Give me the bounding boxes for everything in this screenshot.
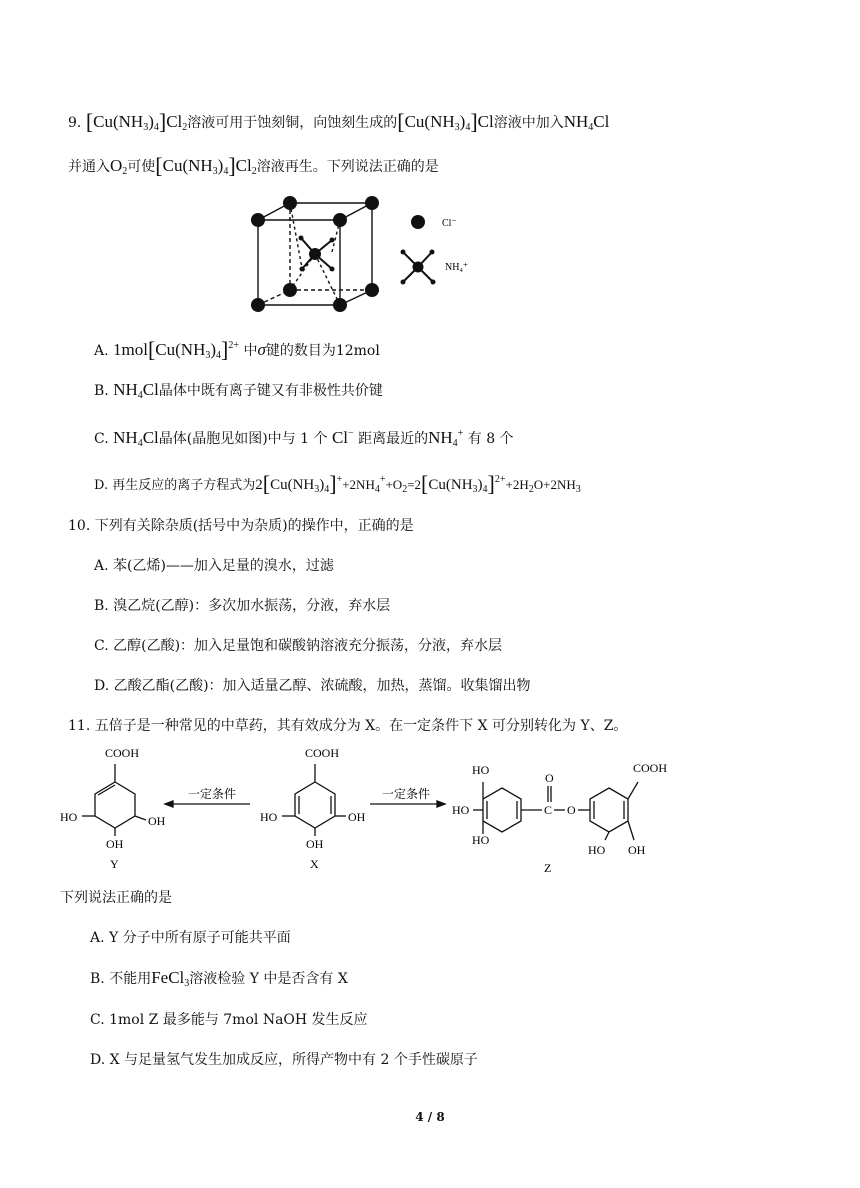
- formula-nh4cl: $NH_4Cl$: [113, 380, 159, 401]
- q11-option-c[interactable]: C. 1mol Z 最多能与 7mol NaOH 发生反应: [90, 1012, 368, 1028]
- sigma-symbol: σ: [257, 340, 266, 359]
- svg-text:OH: OH: [348, 810, 366, 824]
- q9-option-b[interactable]: B. $NH_4Cl$晶体中既有离子键又有非极性共价键: [94, 380, 383, 401]
- svg-text:HO: HO: [452, 803, 470, 817]
- q10-option-a[interactable]: A. 苯(乙烯)——加入足量的溴水，过滤: [94, 558, 334, 574]
- nh4cl-unit-cell-figure: [240, 190, 490, 320]
- formula-nh4cl: $NH_4Cl$: [563, 112, 610, 133]
- formula-nh4-ion: $NH_4^+$: [428, 428, 464, 449]
- formula-complex-ion: $[Cu(NH_3)_4]^{2+}$: [147, 337, 239, 362]
- q11-reaction-scheme: [60, 742, 710, 874]
- formula-o2: $O_2$: [110, 156, 128, 177]
- legend-cl-label: Cl⁻: [442, 218, 457, 229]
- svg-text:COOH: COOH: [633, 761, 668, 775]
- molecule-z-label: Z: [544, 861, 552, 874]
- formula-cu-nh3-4-cl2: $[Cu(NH_3)_4]Cl_2$: [155, 153, 257, 178]
- page-number: 4 / 8: [415, 1110, 445, 1124]
- q9-stem-line1: 9. $[Cu(NH_3)_4]Cl_2$溶液可用于蚀刻铜，向蚀刻生成的$[Cu(NH_3)_4]Cl$溶液中加入$NH_4Cl$: [68, 109, 610, 134]
- q9-option-c[interactable]: C. $NH_4Cl$晶体(晶胞见如图)中与 1 个 Cl− 距离最近的$NH_4^+$ 有 8 个: [94, 428, 514, 449]
- svg-text:HO: HO: [60, 810, 78, 824]
- molecule-y-label: Y: [110, 857, 119, 871]
- svg-text:O: O: [545, 771, 554, 785]
- formula-cu-nh3-4-cl2: $[Cu(NH_3)_4]Cl_2$: [85, 109, 188, 134]
- q11-option-b[interactable]: B. 不能用FeCl$_3$溶液检验 Y 中是否含有 X: [90, 968, 348, 989]
- svg-text:COOH: COOH: [305, 746, 340, 760]
- q11-ask: 下列说法正确的是: [60, 890, 172, 906]
- q11-option-a[interactable]: A. Y 分子中所有原子可能共平面: [90, 930, 291, 946]
- q9-number: 9.: [68, 115, 82, 131]
- q9-option-a[interactable]: A. $1mol[Cu(NH_3)_4]^{2+}$ 中σ键的数目为12mol: [94, 337, 380, 362]
- svg-text:OH: OH: [628, 843, 646, 857]
- q11-option-d[interactable]: D. X 与足量氢气发生加成反应，所得产物中有 2 个手性碳原子: [90, 1052, 478, 1068]
- arrow-label-right: 一定条件: [382, 787, 431, 801]
- svg-text:COOH: COOH: [105, 746, 140, 760]
- molecule-x-label: X: [310, 857, 319, 871]
- svg-text:HO: HO: [588, 843, 606, 857]
- svg-text:HO: HO: [472, 763, 490, 777]
- formula-cu-nh3-4-cl: $[Cu(NH_3)_4]Cl$: [397, 109, 494, 134]
- formula-cl-ion: Cl−: [331, 428, 354, 447]
- q10-option-c[interactable]: C. 乙醇(乙酸)：加入足量饱和碳酸钠溶液充分振荡，分液，弃水层: [94, 638, 503, 654]
- legend-nh4-label: NH₄⁺: [445, 262, 469, 273]
- q11-stem: 11. 五倍子是一种常见的中草药，其有效成分为 X。在一定条件下 X 可分别转化为 Y、Z。: [68, 718, 628, 734]
- q10-option-d[interactable]: D. 乙酸乙酯(乙酸)：加入适量乙醇、浓硫酸，加热，蒸馏。收集馏出物: [94, 678, 531, 694]
- q10-stem: 10. 下列有关除杂质(括号中为杂质)的操作中，正确的是: [68, 518, 414, 534]
- q9-option-d[interactable]: D. 再生反应的离子方程式为$2[Cu(NH_3)_4]^++2NH_4^++O_2=2[Cu(NH_3)_4]^{2+}+2H_2O+2NH_3$: [94, 471, 581, 496]
- q10-option-b[interactable]: B. 溴乙烷(乙醇)：多次加水振荡，分液，弃水层: [94, 598, 391, 614]
- q9-stem-line2: 并通入$O_2$可使$[Cu(NH_3)_4]Cl_2$溶液再生。下列说法正确的是: [68, 153, 439, 178]
- svg-text:OH: OH: [106, 837, 124, 851]
- legend-cl-marker: [411, 215, 425, 229]
- svg-text:C: C: [544, 803, 553, 817]
- svg-text:OH: OH: [148, 814, 166, 828]
- svg-text:O: O: [567, 803, 576, 817]
- svg-text:HO: HO: [260, 810, 278, 824]
- arrow-label-left: 一定条件: [188, 787, 237, 801]
- svg-text:OH: OH: [306, 837, 324, 851]
- svg-text:HO: HO: [472, 833, 490, 847]
- formula-fecl3: FeCl$_3$: [151, 968, 190, 989]
- formula-nh4cl: $NH_4Cl$: [113, 428, 159, 449]
